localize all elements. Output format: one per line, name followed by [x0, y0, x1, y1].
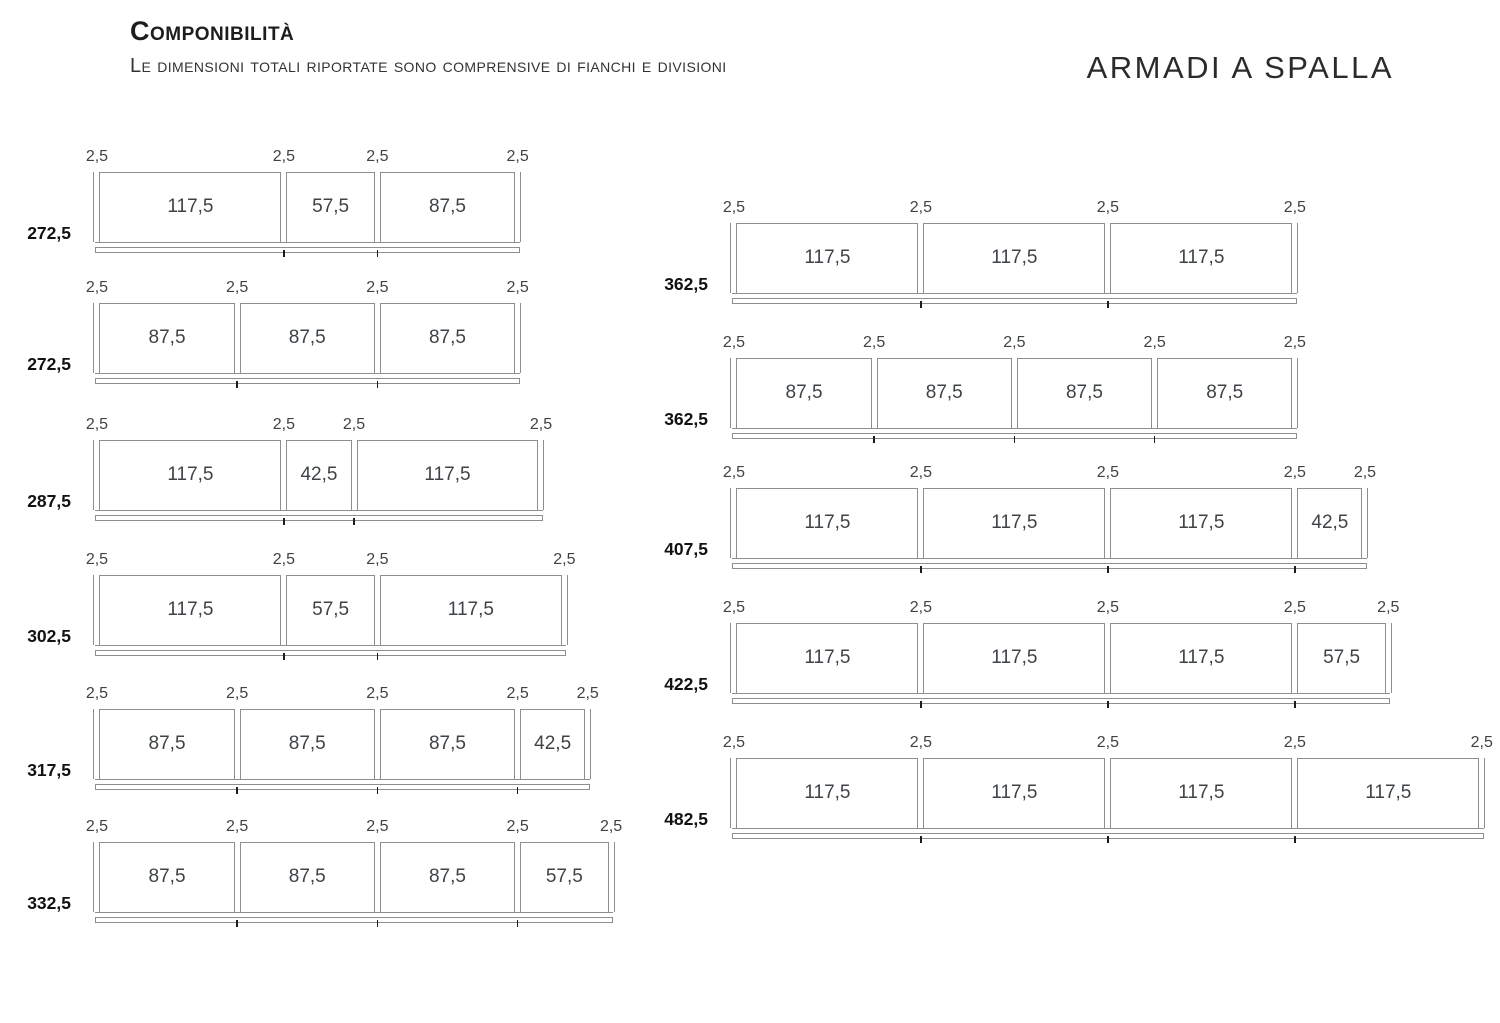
module-width-label: 117,5	[424, 464, 471, 485]
shoulder-panel	[917, 488, 924, 558]
shoulder-panel	[730, 758, 737, 828]
shoulder-panel	[730, 358, 737, 428]
shoulder-panel	[1104, 223, 1111, 293]
base-bar-tick	[920, 301, 922, 308]
base-bar-tick	[1107, 701, 1109, 708]
shoulder-thickness-label: 2,5	[1470, 734, 1493, 751]
base-bar-tick	[517, 787, 519, 794]
base-bar-tick	[920, 566, 922, 573]
base-bar-tick	[283, 518, 285, 525]
cabinet-bottom-edge	[732, 293, 1297, 294]
module-width-label: 42,5	[534, 733, 572, 754]
base-bar-tick	[1294, 836, 1296, 843]
shoulder-panel	[1011, 358, 1018, 428]
module-width-label: 87,5	[428, 327, 466, 348]
module-width-label: 117,5	[804, 247, 851, 268]
module-width-label: 117,5	[1178, 247, 1225, 268]
shoulder-thickness-label: 2,5	[366, 279, 389, 296]
module-width-label: 117,5	[991, 512, 1038, 533]
shoulder-panel	[93, 575, 100, 645]
module-width-label: 117,5	[804, 512, 851, 533]
total-width-label: 407,5	[664, 539, 708, 559]
shoulder-thickness-label: 2,5	[85, 279, 109, 296]
module-width-label: 87,5	[288, 327, 326, 348]
module-width-label: 87,5	[1065, 382, 1103, 403]
cabinet-bottom-edge	[732, 428, 1297, 429]
cabinet-bottom-edge	[732, 693, 1390, 694]
module-width-label: 87,5	[785, 382, 823, 403]
total-width-label: 287,5	[27, 491, 71, 511]
module-width-label: 117,5	[1178, 647, 1225, 668]
shoulder-panel	[917, 623, 924, 693]
base-bar-tick	[236, 787, 238, 794]
shoulder-panel	[93, 709, 100, 779]
cabinet-bottom-edge	[95, 779, 590, 780]
module-width-label: 87,5	[428, 866, 466, 887]
shoulder-thickness-label: 2,5	[1283, 199, 1306, 216]
composition-diagram	[27, 277, 529, 392]
shoulder-thickness-label: 2,5	[1283, 464, 1306, 481]
shoulder-panel	[730, 488, 737, 558]
shoulder-panel	[374, 842, 381, 912]
shoulder-thickness-label: 2,5	[599, 818, 623, 835]
shoulder-panel	[374, 303, 381, 373]
shoulder-panel	[1291, 358, 1298, 428]
base-bar	[95, 650, 566, 656]
module-width-label: 117,5	[991, 647, 1038, 668]
cabinet-top-edge	[95, 440, 543, 441]
total-width-label: 362,5	[664, 409, 708, 429]
module-width-label: 117,5	[1178, 782, 1225, 803]
base-bar-tick	[1107, 301, 1109, 308]
module-width-label: 117,5	[1365, 782, 1412, 803]
module-width-label: 42,5	[300, 464, 338, 485]
shoulder-thickness-label: 2,5	[342, 416, 366, 433]
shoulder-thickness-label: 2,5	[1143, 334, 1166, 351]
base-bar-tick	[1107, 836, 1109, 843]
shoulder-panel	[1478, 758, 1485, 828]
base-bar-tick	[377, 787, 379, 794]
shoulder-panel	[93, 842, 100, 912]
shoulder-panel	[1104, 758, 1111, 828]
shoulder-panel	[561, 575, 568, 645]
shoulder-panel	[93, 303, 100, 373]
shoulder-thickness-label: 2,5	[909, 734, 933, 751]
module-width-label: 117,5	[167, 464, 214, 485]
base-bar-tick	[920, 836, 922, 843]
module-width-label: 87,5	[288, 733, 326, 754]
cabinet-top-edge	[95, 172, 520, 173]
shoulder-thickness-label: 2,5	[506, 279, 529, 296]
shoulder-thickness-label: 2,5	[1283, 599, 1306, 616]
composition-diagram	[27, 549, 576, 664]
shoulder-thickness-label: 2,5	[909, 199, 933, 216]
shoulder-thickness-label: 2,5	[722, 199, 746, 216]
shoulder-panel	[514, 303, 521, 373]
shoulder-panel	[374, 709, 381, 779]
total-width-label: 362,5	[664, 274, 708, 294]
base-bar	[95, 247, 520, 253]
total-width-label: 317,5	[27, 760, 71, 780]
base-bar-tick	[353, 518, 355, 525]
module-width-label: 87,5	[428, 196, 466, 217]
total-width-label: 422,5	[664, 674, 708, 694]
base-bar	[95, 515, 543, 521]
base-bar	[95, 917, 613, 923]
shoulder-thickness-label: 2,5	[226, 818, 249, 835]
total-width-label: 302,5	[27, 626, 71, 646]
shoulder-thickness-label: 2,5	[1283, 334, 1306, 351]
module-width-label: 57,5	[312, 599, 350, 620]
module-width-label: 87,5	[925, 382, 963, 403]
shoulder-thickness-label: 2,5	[85, 551, 109, 568]
shoulder-thickness-label: 2,5	[85, 818, 109, 835]
base-bar	[732, 698, 1390, 704]
shoulder-panel	[871, 358, 878, 428]
base-bar	[95, 784, 590, 790]
shoulder-thickness-label: 2,5	[226, 685, 249, 702]
composition-diagram	[664, 332, 1306, 447]
composition-diagram	[664, 597, 1400, 712]
module-width-label: 117,5	[447, 599, 494, 620]
shoulder-thickness-label: 2,5	[366, 148, 389, 165]
base-bar	[732, 298, 1297, 304]
cabinet-bottom-edge	[95, 242, 520, 243]
base-bar	[732, 563, 1367, 569]
shoulder-panel	[514, 172, 521, 242]
module-width-label: 87,5	[288, 866, 326, 887]
cabinet-bottom-edge	[732, 828, 1484, 829]
base-bar-tick	[377, 653, 379, 660]
total-width-label: 332,5	[27, 893, 71, 913]
module-width-label: 87,5	[148, 327, 186, 348]
base-bar-tick	[1294, 566, 1296, 573]
shoulder-thickness-label: 2,5	[366, 685, 389, 702]
module-width-label: 57,5	[1323, 647, 1361, 668]
shoulder-thickness-label: 2,5	[553, 551, 576, 568]
composition-diagram	[27, 414, 553, 529]
shoulder-thickness-label: 2,5	[366, 551, 389, 568]
shoulder-panel	[93, 440, 100, 510]
shoulder-thickness-label: 2,5	[272, 148, 296, 165]
composition-diagram	[27, 683, 599, 798]
base-bar-tick	[1294, 701, 1296, 708]
shoulder-thickness-label: 2,5	[722, 464, 746, 481]
shoulder-panel	[730, 623, 737, 693]
page-subtitle: Le dimensioni totali riportate sono comprensive di fianchi e divisioni	[130, 55, 727, 77]
total-width-label: 272,5	[27, 223, 71, 243]
composition-diagram	[27, 816, 623, 931]
module-width-label: 57,5	[312, 196, 350, 217]
page-title: Componibilità	[130, 16, 295, 46]
shoulder-thickness-label: 2,5	[506, 685, 529, 702]
product-title: ARMADI A SPALLA	[1086, 50, 1394, 85]
base-bar-tick	[283, 653, 285, 660]
cabinet-top-edge	[95, 575, 566, 576]
shoulder-thickness-label: 2,5	[909, 464, 933, 481]
shoulder-panel	[1104, 488, 1111, 558]
shoulder-thickness-label: 2,5	[722, 599, 746, 616]
shoulder-thickness-label: 2,5	[85, 685, 109, 702]
shoulder-thickness-label: 2,5	[576, 685, 599, 702]
shoulder-thickness-label: 2,5	[909, 599, 933, 616]
base-bar-tick	[873, 436, 875, 443]
shoulder-thickness-label: 2,5	[272, 416, 296, 433]
cabinet-top-edge	[732, 223, 1297, 224]
shoulder-panel	[234, 709, 241, 779]
composition-diagram	[664, 732, 1493, 847]
cabinet-top-edge	[95, 303, 520, 304]
module-width-label: 87,5	[148, 866, 186, 887]
module-width-label: 117,5	[167, 599, 214, 620]
shoulder-panel	[234, 842, 241, 912]
shoulder-panel	[730, 223, 737, 293]
cabinet-top-edge	[732, 488, 1367, 489]
shoulder-panel	[537, 440, 544, 510]
shoulder-thickness-label: 2,5	[1096, 464, 1119, 481]
shoulder-thickness-label: 2,5	[722, 734, 746, 751]
module-width-label: 42,5	[1311, 512, 1349, 533]
base-bar-tick	[1154, 436, 1156, 443]
cabinet-bottom-edge	[95, 912, 613, 913]
base-bar-tick	[236, 920, 238, 927]
shoulder-thickness-label: 2,5	[722, 334, 746, 351]
base-bar-tick	[920, 701, 922, 708]
base-bar-tick	[377, 250, 379, 257]
shoulder-thickness-label: 2,5	[366, 818, 389, 835]
module-width-label: 87,5	[1206, 382, 1244, 403]
shoulder-panel	[93, 172, 100, 242]
shoulder-panel	[917, 223, 924, 293]
shoulder-thickness-label: 2,5	[1377, 599, 1400, 616]
shoulder-thickness-label: 2,5	[1096, 734, 1119, 751]
base-bar-tick	[236, 381, 238, 388]
shoulder-thickness-label: 2,5	[529, 416, 553, 433]
cabinet-bottom-edge	[95, 510, 543, 511]
base-bar-tick	[377, 920, 379, 927]
composition-diagram	[664, 197, 1306, 312]
shoulder-panel	[1291, 223, 1298, 293]
shoulder-thickness-label: 2,5	[1003, 334, 1026, 351]
base-bar-tick	[517, 920, 519, 927]
module-width-label: 57,5	[545, 866, 583, 887]
cabinet-bottom-edge	[95, 373, 520, 374]
composition-diagram	[27, 146, 529, 261]
shoulder-panel	[1151, 358, 1158, 428]
shoulder-thickness-label: 2,5	[85, 148, 109, 165]
shoulder-thickness-label: 2,5	[1353, 464, 1377, 481]
base-bar-tick	[1014, 436, 1016, 443]
shoulder-thickness-label: 2,5	[1096, 599, 1119, 616]
shoulder-thickness-label: 2,5	[506, 148, 529, 165]
shoulder-panel	[1104, 623, 1111, 693]
shoulder-thickness-label: 2,5	[863, 334, 886, 351]
composition-diagram	[664, 462, 1377, 577]
base-bar-tick	[283, 250, 285, 257]
module-width-label: 117,5	[167, 196, 214, 217]
module-width-label: 117,5	[991, 247, 1038, 268]
module-width-label: 117,5	[804, 782, 851, 803]
shoulder-thickness-label: 2,5	[85, 416, 109, 433]
module-width-label: 117,5	[804, 647, 851, 668]
cabinet-top-edge	[95, 842, 613, 843]
shoulder-thickness-label: 2,5	[1096, 199, 1119, 216]
shoulder-panel	[1291, 758, 1298, 828]
module-width-label: 87,5	[148, 733, 186, 754]
total-width-label: 482,5	[664, 809, 708, 829]
cabinet-bottom-edge	[95, 645, 566, 646]
shoulder-thickness-label: 2,5	[1283, 734, 1306, 751]
shoulder-thickness-label: 2,5	[272, 551, 296, 568]
shoulder-panel	[234, 303, 241, 373]
total-width-label: 272,5	[27, 354, 71, 374]
cabinet-bottom-edge	[732, 558, 1367, 559]
module-width-label: 117,5	[991, 782, 1038, 803]
base-bar-tick	[377, 381, 379, 388]
base-bar-tick	[1107, 566, 1109, 573]
shoulder-panel	[917, 758, 924, 828]
shoulder-thickness-label: 2,5	[226, 279, 249, 296]
module-width-label: 87,5	[428, 733, 466, 754]
base-bar	[95, 378, 520, 384]
module-width-label: 117,5	[1178, 512, 1225, 533]
shoulder-thickness-label: 2,5	[506, 818, 529, 835]
